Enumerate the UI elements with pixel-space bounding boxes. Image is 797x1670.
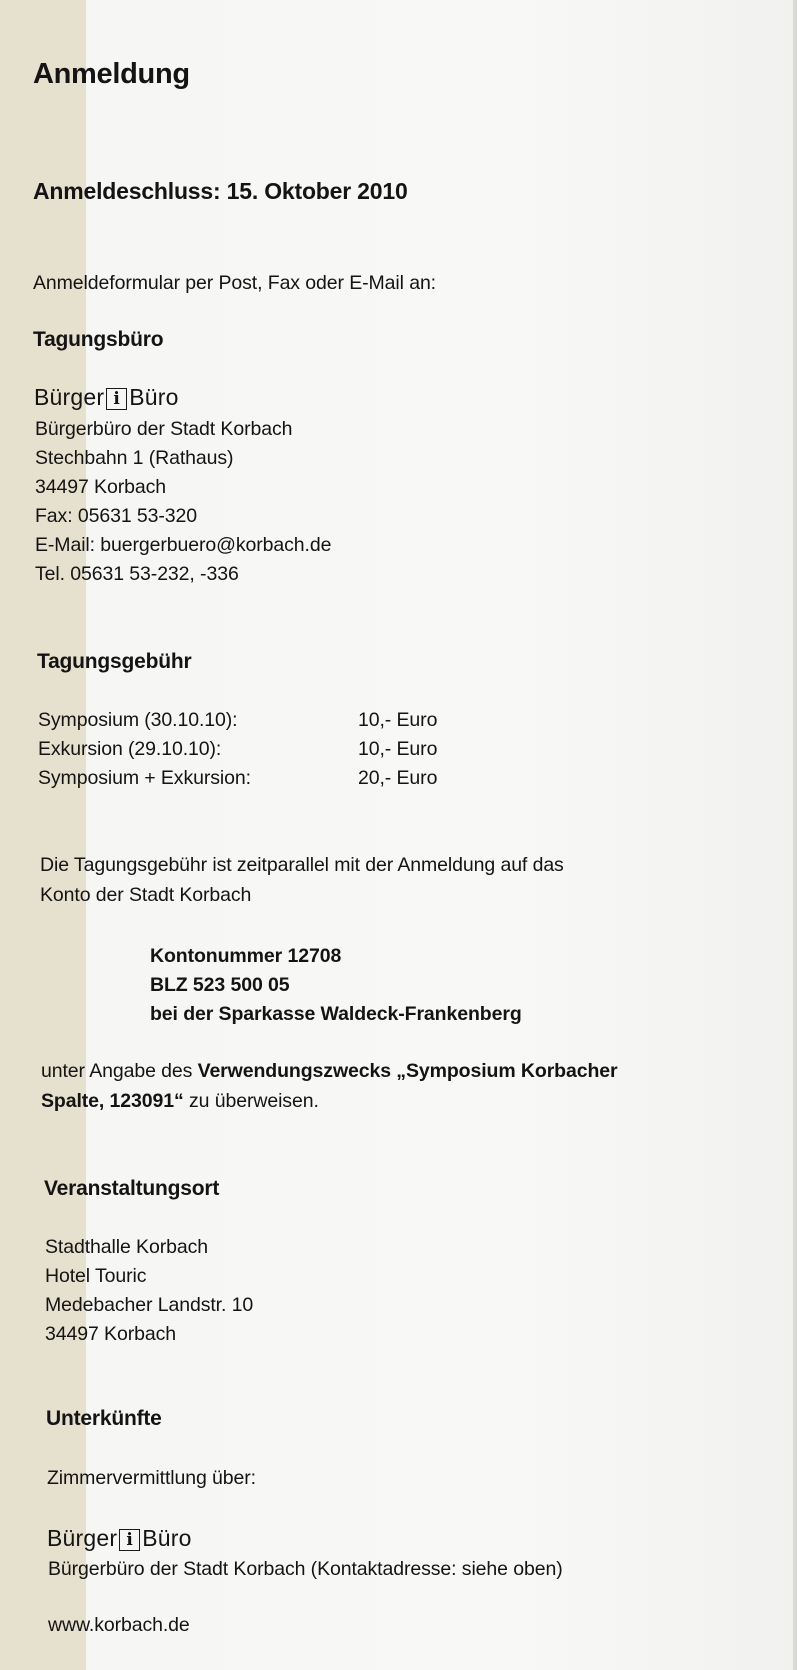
page-title: Anmeldung — [33, 58, 190, 90]
purpose-line2 — [41, 1090, 319, 1113]
office-phone: Tel. 05631 53-232, -336 — [35, 563, 239, 585]
logo-text-right: Büro — [142, 1525, 192, 1551]
purpose-prefix: unter Angabe des — [41, 1060, 198, 1082]
office-heading: Tagungsbüro — [33, 328, 164, 351]
website-link[interactable]: www.korbach.de — [48, 1614, 190, 1636]
info-i-icon: i — [106, 388, 127, 410]
fee-heading: Tagungsgebühr — [37, 650, 192, 673]
purpose-line1 — [41, 1060, 618, 1083]
fee-price-combined: 20,- Euro — [358, 767, 438, 789]
payment-text-line2: Konto der Stadt Korbach — [40, 884, 252, 906]
office-street: Stechbahn 1 (Rathaus) — [35, 447, 234, 469]
bank-name: bei der Sparkasse Waldeck-Frankenberg — [150, 1003, 522, 1025]
venue-hotel: Hotel Touric — [45, 1265, 147, 1287]
accommodation-intro: Zimmervermittlung über: — [47, 1467, 257, 1489]
fee-label-symposium: Symposium (30.10.10): — [38, 709, 238, 731]
deadline-heading: Anmeldeschluss: 15. Oktober 2010 — [33, 178, 408, 204]
page-background — [86, 0, 797, 1670]
account-number: Kontonummer 12708 — [150, 945, 342, 967]
purpose-suffix: zu überweisen. — [183, 1090, 319, 1112]
venue-heading: Veranstaltungsort — [44, 1177, 220, 1200]
purpose-reference: Verwendungszwecks „Symposium Korbacher — [197, 1060, 618, 1082]
payment-text-line1: Die Tagungsgebühr ist zeitparallel mit der Anmeldung auf das — [40, 854, 564, 876]
venue-city: 34497 Korbach — [45, 1323, 176, 1345]
fee-label-combined: Symposium + Exkursion: — [38, 767, 251, 789]
info-i-icon: i — [119, 1529, 140, 1551]
venue-name: Stadthalle Korbach — [45, 1236, 208, 1258]
accommodation-heading: Unterkünfte — [46, 1407, 162, 1430]
purpose-reference-end: Spalte, 123091“ — [41, 1090, 184, 1112]
logo-text-left: Bürger — [47, 1525, 118, 1551]
buergerbuero-logo-2 — [47, 1525, 192, 1552]
buergerbuero-logo — [34, 384, 179, 411]
office-fax: Fax: 05631 53-320 — [35, 505, 198, 527]
fee-price-symposium: 10,- Euro — [358, 709, 438, 731]
office-email: E-Mail: buergerbuero@korbach.de — [35, 534, 332, 556]
logo-text-right: Büro — [129, 384, 179, 410]
office-city: 34497 Korbach — [35, 476, 166, 498]
fee-price-excursion: 10,- Euro — [358, 738, 438, 760]
venue-street: Medebacher Landstr. 10 — [45, 1294, 254, 1316]
office-name: Bürgerbüro der Stadt Korbach — [35, 418, 293, 440]
logo-text-left: Bürger — [34, 384, 105, 410]
registration-intro: Anmeldeformular per Post, Fax oder E-Mail an: — [33, 272, 437, 294]
accommodation-contact: Bürgerbüro der Stadt Korbach (Kontaktadresse: siehe oben) — [48, 1558, 563, 1580]
page-edge — [793, 0, 797, 1670]
fee-label-excursion: Exkursion (29.10.10): — [38, 738, 222, 760]
bank-code: BLZ 523 500 05 — [150, 974, 290, 996]
